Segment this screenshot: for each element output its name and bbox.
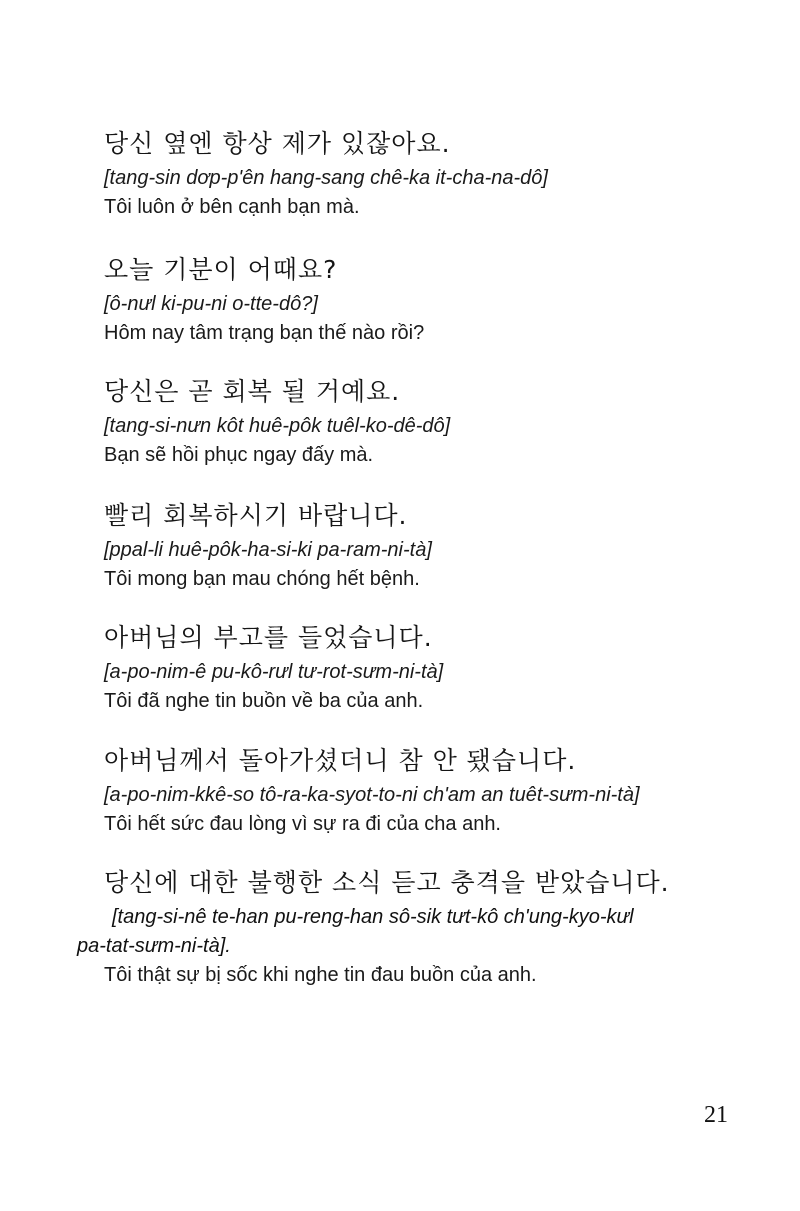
vietnamese-translation: Hôm nay tâm trạng bạn thế nào rồi?: [104, 322, 425, 344]
korean-sentence: 빨리 회복하시기 바랍니다.: [104, 501, 408, 530]
korean-sentence: 당신에 대한 불행한 소식 듣고 충격을 받았습니다.: [104, 868, 670, 897]
phrase-entry: [104, 622, 744, 714]
phrase-entry: [104, 128, 744, 220]
korean-sentence: 아버님께서 돌아가셨더니 참 안 됐습니다.: [104, 746, 577, 775]
vietnamese-translation: Tôi luôn ở bên cạnh bạn mà.: [104, 196, 360, 218]
romanization: [a-po-nim-ê pu-kô-rưl tư-rot-sưm-ni-tà]: [104, 661, 444, 683]
phrase-entry: [104, 745, 744, 837]
romanization: [tang-sin dơp-p'ên hang-sang chê-ka it-cha-na-dô]: [104, 167, 548, 189]
korean-sentence: 오늘 기분이 어때요?: [104, 255, 338, 284]
phrase-entry: [77, 867, 744, 988]
phrase-entry: [104, 376, 744, 468]
korean-sentence: 아버님의 부고를 들었습니다.: [104, 623, 433, 652]
korean-sentence: 당신 옆엔 항상 제가 있잖아요.: [104, 129, 451, 158]
page-number: 21: [704, 1102, 728, 1128]
vietnamese-translation: Tôi thật sự bị sốc khi nghe tin đau buồn của anh.: [104, 964, 537, 986]
vietnamese-translation: Tôi mong bạn mau chóng hết bệnh.: [104, 568, 420, 590]
romanization: [tang-si-nưn kôt huê-pôk tuêl-ko-dê-dô]: [104, 415, 451, 437]
korean-sentence: 당신은 곧 회복 될 거예요.: [104, 377, 401, 406]
phrase-entry: [104, 254, 744, 346]
romanization: [a-po-nim-kkê-so tô-ra-ka-syot-to-ni ch'am an tuêt-sưm-ni-tà]: [104, 784, 640, 806]
vietnamese-translation: Bạn sẽ hồi phục ngay đấy mà.: [104, 444, 374, 466]
vietnamese-translation: Tôi hết sức đau lòng vì sự ra đi của cha anh.: [104, 813, 501, 835]
romanization-line-1: [tang-si-nê te-han pu-reng-han sô-sik tưt-kô ch'ung-kyo-kưl: [112, 906, 634, 928]
romanization-line-2: pa-tat-sưm-ni-tà].: [77, 935, 231, 957]
romanization: [ppal-li huê-pôk-ha-si-ki pa-ram-ni-tà]: [104, 539, 432, 561]
phrase-entry: [104, 500, 744, 592]
vietnamese-translation: Tôi đã nghe tin buồn về ba của anh.: [104, 690, 424, 712]
romanization: [ô-nưl ki-pu-ni o-tte-dô?]: [104, 293, 318, 315]
